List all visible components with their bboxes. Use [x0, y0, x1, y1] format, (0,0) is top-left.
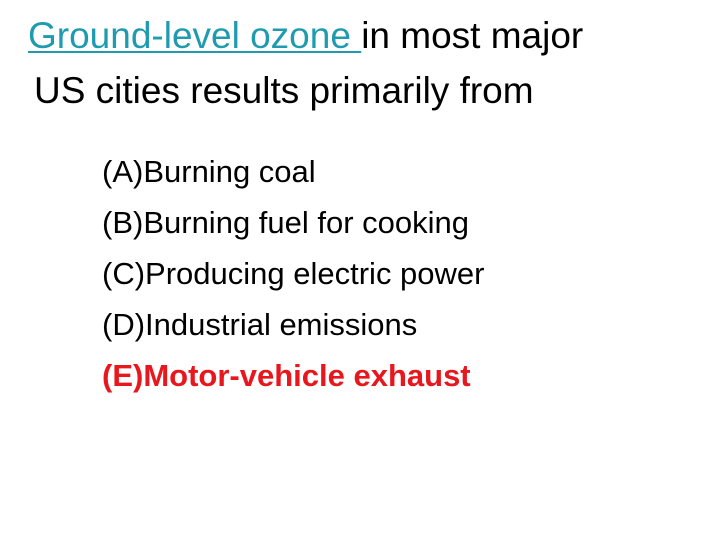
question-line-1-rest: in most major [361, 15, 584, 56]
ground-level-ozone-link[interactable]: Ground-level ozone [28, 15, 362, 56]
choice-letter: (B) [102, 205, 144, 240]
choice-letter: (C) [102, 256, 146, 291]
choice-text: Producing electric power [145, 256, 485, 291]
choice-letter: (E) [102, 358, 144, 393]
question-line-1 [28, 8, 708, 63]
choice-a [102, 146, 485, 197]
choice-e-correct-answer [102, 350, 485, 401]
choice-letter: (A) [102, 154, 144, 189]
answer-choices [102, 146, 485, 401]
choice-letter: (D) [102, 307, 146, 342]
question-text [28, 8, 708, 118]
choice-text: Burning coal [143, 154, 316, 189]
choice-text: Industrial emissions [145, 307, 418, 342]
choice-text: Motor-vehicle exhaust [143, 358, 471, 393]
choice-d [102, 299, 485, 350]
choice-c [102, 248, 485, 299]
choice-text: Burning fuel for cooking [143, 205, 470, 240]
question-line-2: US cities results primarily from [34, 70, 534, 111]
choice-b [102, 197, 485, 248]
